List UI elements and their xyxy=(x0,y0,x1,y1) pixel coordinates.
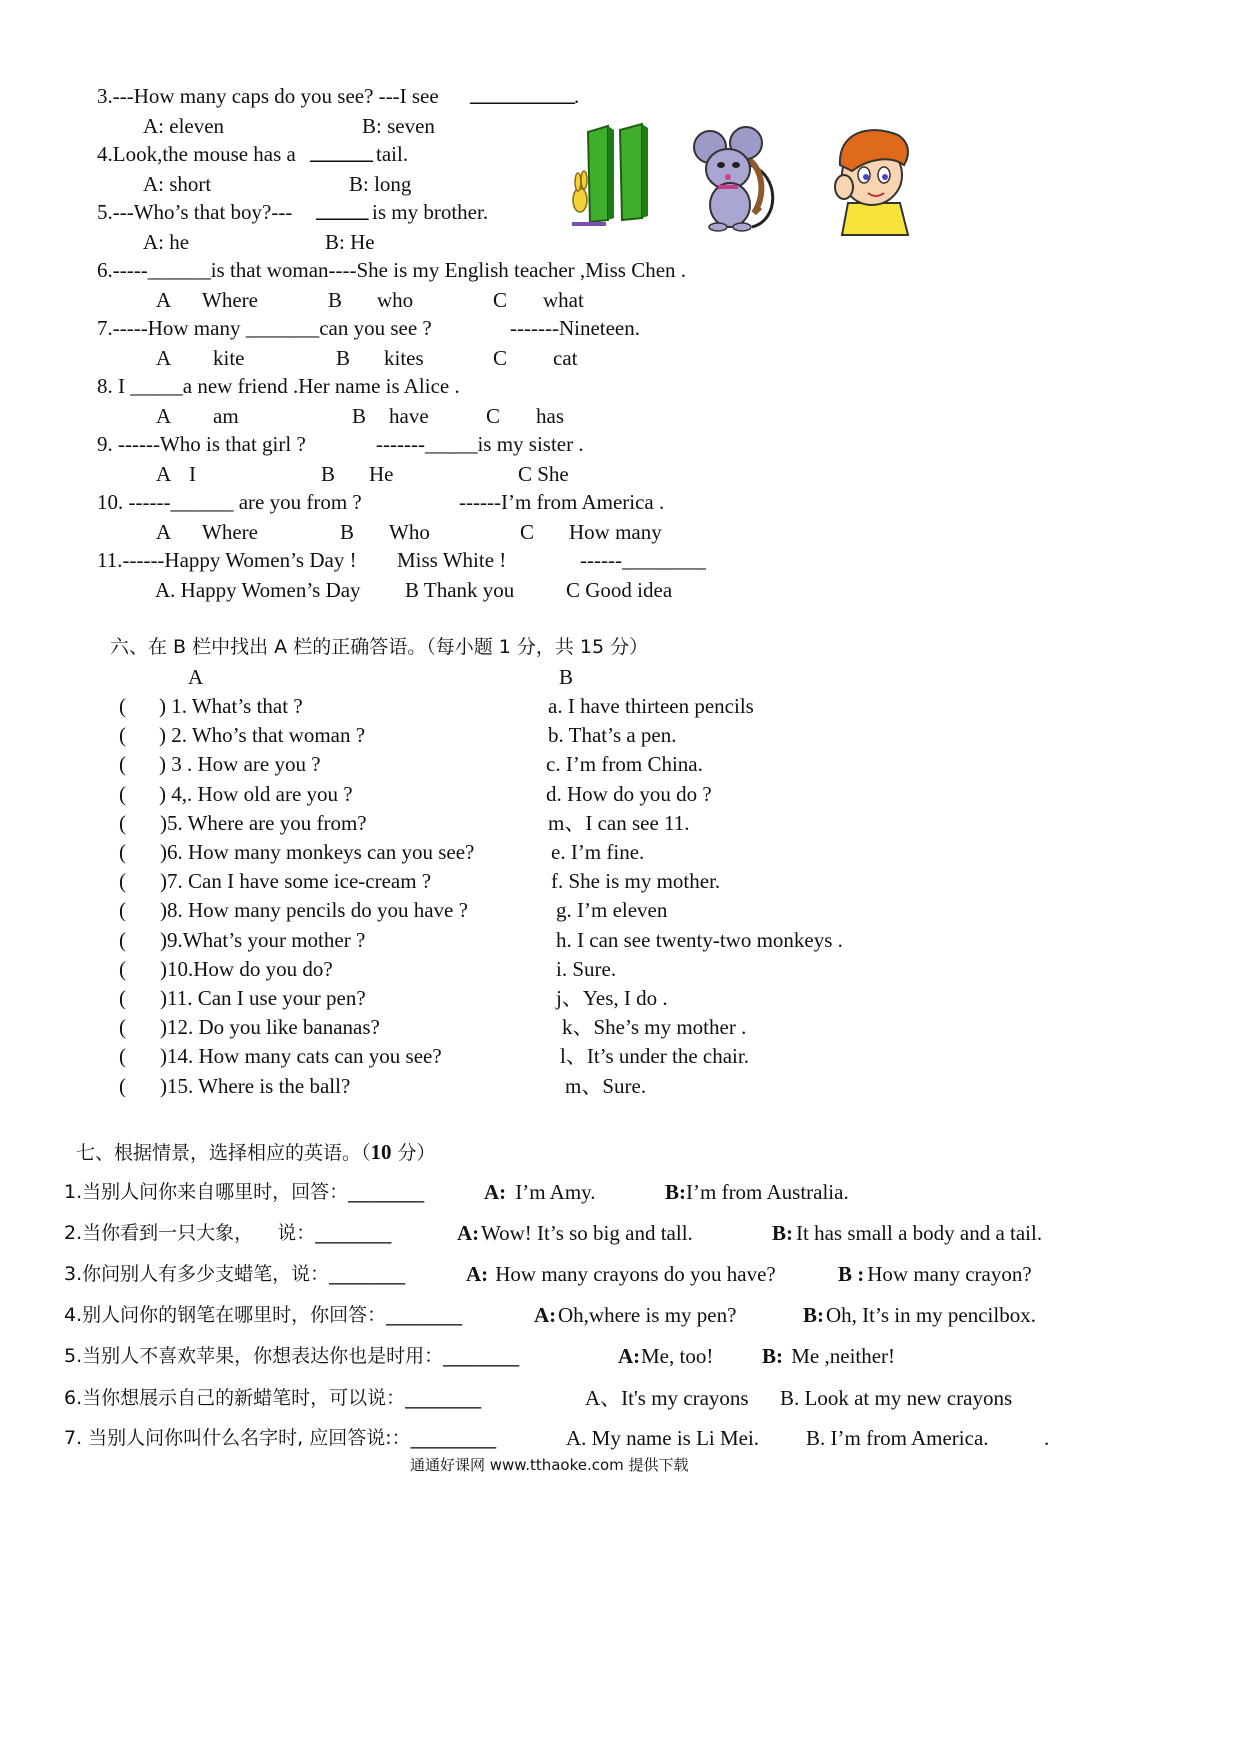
option-b-text: How many crayon? xyxy=(862,1262,1032,1286)
q6-letter-c: C xyxy=(493,288,508,312)
q9-option-b: He xyxy=(369,462,394,486)
q6-letter-a: A xyxy=(156,288,172,312)
answer-b-item: g. I’m eleven xyxy=(556,898,668,923)
answer-b-item: f. She is my mother. xyxy=(551,869,721,894)
q9-letter-a: A xyxy=(156,462,172,486)
option-a-text: I’m Amy. xyxy=(510,1180,596,1204)
answer-paren[interactable]: ( xyxy=(119,694,126,718)
q6-option-b: who xyxy=(377,288,414,312)
question-a-item: )15. Where is the ball? xyxy=(160,1073,351,1098)
section7-title-prefix: 七、根据情景，选择相应的英语。（ xyxy=(76,1142,371,1164)
q3-option-a: A: eleven xyxy=(143,114,225,138)
q9-answer: -------_____is my sister . xyxy=(376,432,584,456)
scenario-question: 5.当别人不喜欢苹果，你想表达你也是时用：________ xyxy=(64,1345,520,1367)
mouse-picture xyxy=(688,125,783,233)
question-a-item: ) 1. What’s that ? xyxy=(159,694,303,718)
option-b-label: B : xyxy=(838,1262,865,1286)
answer-b-item: d. How do you do ? xyxy=(546,781,712,806)
q5-blank: _____ xyxy=(316,198,369,222)
option-a-label: A: xyxy=(457,1221,480,1245)
q8-letter-a: A xyxy=(156,404,172,428)
question-a-item: )6. How many monkeys can you see? xyxy=(160,840,475,864)
q4-end: tail. xyxy=(376,142,409,166)
q11-answer: ------________ xyxy=(580,548,706,572)
number-eleven-picture xyxy=(570,120,660,230)
q7-option-c: cat xyxy=(553,346,578,370)
question-a-item: ) 2. Who’s that woman ? xyxy=(159,723,366,748)
q8-option-c: has xyxy=(536,404,564,428)
q9-option-c: C She xyxy=(518,462,569,486)
q10-letter-c: C xyxy=(520,520,535,544)
q8-letter-b: B xyxy=(352,404,367,428)
q4-blank: ______ xyxy=(310,140,373,164)
question-a-item: )12. Do you like bananas? xyxy=(160,1015,380,1040)
answer-paren[interactable]: ( xyxy=(119,1044,126,1069)
q7-answer: -------Nineteen. xyxy=(510,316,640,340)
option-b-text: Oh, It’s in my pencilbox. xyxy=(826,1303,1036,1327)
option-a-label: A: xyxy=(484,1180,507,1204)
question-a-item: )14. How many cats can you see? xyxy=(160,1044,442,1069)
answer-paren[interactable]: ( xyxy=(119,986,126,1010)
question-a-item: )10.How do you do? xyxy=(160,956,333,981)
section7-title-suffix: 分） xyxy=(391,1142,436,1164)
section6-col-a-heading: A xyxy=(188,665,204,689)
answer-b-item: h. I can see twenty-two monkeys . xyxy=(556,927,843,952)
option-a-label: A: xyxy=(466,1262,489,1286)
q5-option-a: A: he xyxy=(143,230,190,254)
q3-prompt: 3.---How many caps do you see? ---I see xyxy=(97,84,439,108)
q8-option-b: have xyxy=(389,404,429,428)
section6-title: 六、在 B 栏中找出 A 栏的正确答语。（每小题 1 分，共 15 分） xyxy=(110,636,649,658)
q6-prompt: 6.-----______is that woman----She is my English teacher ,Miss Chen . xyxy=(97,258,687,282)
answer-paren[interactable]: ( xyxy=(119,898,126,923)
option-b-text: Me ,neither! xyxy=(786,1344,896,1368)
q11-option-b: B Thank you xyxy=(405,578,515,602)
option-a-label: A: xyxy=(534,1303,557,1327)
answer-b-item: e. I’m fine. xyxy=(551,840,645,864)
question-a-item: ) 4,. How old are you ? xyxy=(159,781,353,806)
answer-b-item: b. That’s a pen. xyxy=(548,723,677,748)
answer-paren[interactable]: ( xyxy=(119,956,126,981)
answer-paren[interactable]: ( xyxy=(119,1015,126,1040)
q6-option-a: Where xyxy=(202,288,258,312)
q5-prompt: 5.---Who’s that boy?--- xyxy=(97,200,293,224)
scenario-question: 2.当你看到一只大象， 说：________ xyxy=(64,1222,392,1244)
question-a-item: ) 3 . How are you ? xyxy=(159,752,321,777)
answer-b-item: k、She’s my mother . xyxy=(562,1015,747,1040)
answer-paren[interactable]: ( xyxy=(119,781,126,806)
q7-prompt: 7.-----How many _______can you see ? xyxy=(97,316,432,340)
option-a-text: Wow! It’s so big and tall. xyxy=(481,1221,693,1245)
scenario-question: 7. 当别人问你叫什么名字时, 应回答说:：_________ xyxy=(64,1427,497,1449)
q6-option-c: what xyxy=(543,288,584,312)
q4-option-a: A: short xyxy=(143,172,212,196)
scenario-question: 4.别人问你的钢笔在哪里时，你回答：________ xyxy=(64,1304,463,1326)
q7-option-a: kite xyxy=(213,346,245,370)
q8-prompt: 8. I _____a new friend .Her name is Alice . xyxy=(97,374,460,398)
option-b-label: B: xyxy=(803,1303,824,1327)
answer-paren[interactable]: ( xyxy=(119,752,126,777)
q10-option-a: Where xyxy=(202,520,258,544)
option-b-label: B: xyxy=(772,1221,793,1245)
q11-mid: Miss White ! xyxy=(397,548,507,572)
answer-paren[interactable]: ( xyxy=(119,927,126,952)
question-a-item: )5. Where are you from? xyxy=(160,810,367,835)
q11-option-c: C Good idea xyxy=(566,578,673,602)
answer-paren[interactable]: ( xyxy=(119,810,126,835)
question-a-item: )7. Can I have some ice-cream ? xyxy=(160,869,432,894)
answer-paren[interactable]: ( xyxy=(119,723,126,748)
scenario-question: 6.当你想展示自己的新蜡笔时，可以说：________ xyxy=(64,1387,482,1409)
section6-col-b-heading: B xyxy=(559,665,574,689)
q10-answer: ------I’m from America . xyxy=(459,490,665,514)
answer-b-item: l、It’s under the chair. xyxy=(560,1044,749,1069)
q3-end: . xyxy=(574,84,580,108)
option-b-label: B: xyxy=(665,1180,686,1204)
answer-paren[interactable]: ( xyxy=(119,840,126,864)
q7-letter-b: B xyxy=(336,346,351,370)
q10-letter-a: A xyxy=(156,520,172,544)
q3-blank: __________ xyxy=(470,82,575,106)
q5-end: is my brother. xyxy=(372,200,489,224)
q11-option-a: A. Happy Women’s Day xyxy=(155,578,361,602)
q4-option-b: B: long xyxy=(349,172,412,196)
option-a-label: A: xyxy=(618,1344,641,1368)
q10-prompt: 10. ------______ are you from ? xyxy=(97,490,362,514)
section7-title-points: 10 xyxy=(370,1140,392,1164)
boy-picture xyxy=(828,125,918,237)
q6-letter-b: B xyxy=(328,288,343,312)
answer-b-item: c. I’m from China. xyxy=(546,752,703,777)
option-b-text: B. Look at my new crayons xyxy=(780,1386,1013,1410)
answer-paren[interactable]: ( xyxy=(119,869,126,894)
answer-b-item: i. Sure. xyxy=(556,956,617,981)
scenario-question: 3.你问别人有多少支蜡笔，说：________ xyxy=(64,1263,406,1285)
answer-paren[interactable]: ( xyxy=(119,1073,126,1098)
q8-letter-c: C xyxy=(486,404,501,428)
q11-prompt: 11.------Happy Women’s Day ! xyxy=(97,548,357,572)
q10-letter-b: B xyxy=(340,520,355,544)
q8-option-a: am xyxy=(213,404,239,428)
section7-title xyxy=(76,1142,436,1163)
option-a-text: Oh,where is my pen? xyxy=(558,1303,737,1327)
question-a-item: )11. Can I use your pen? xyxy=(160,986,366,1010)
q10-option-b: Who xyxy=(389,520,430,544)
option-b-text: B. I’m from America. xyxy=(806,1426,989,1450)
answer-b-item: m、I can see 11. xyxy=(548,810,690,835)
q9-prompt: 9. ------Who is that girl ? xyxy=(97,432,306,456)
q7-option-b: kites xyxy=(384,346,424,370)
answer-b-item: j、Yes, I do . xyxy=(556,986,668,1010)
q4-prompt: 4.Look,the mouse has a xyxy=(97,142,296,166)
option-a-text: A、It's my crayons xyxy=(585,1386,749,1410)
trailing-period: . xyxy=(1044,1426,1050,1450)
answer-b-item: m、Sure. xyxy=(565,1073,647,1098)
option-b-text: It has small a body and a tail. xyxy=(796,1221,1043,1245)
option-a-text: How many crayons do you have? xyxy=(490,1262,776,1286)
q9-letter-b: B xyxy=(321,462,336,486)
q9-option-a: I xyxy=(189,462,196,486)
q5-option-b: B: He xyxy=(325,230,375,254)
q7-letter-c: C xyxy=(493,346,508,370)
question-a-item: )9.What’s your mother ? xyxy=(160,927,366,952)
option-a-text: A. My name is Li Mei. xyxy=(566,1426,760,1450)
answer-b-item: a. I have thirteen pencils xyxy=(548,694,754,718)
q10-option-c: How many xyxy=(569,520,662,544)
footer-source: 通通好课网 www.tthaoke.com 提供下载 xyxy=(410,1456,689,1474)
question-a-item: )8. How many pencils do you have ? xyxy=(160,898,468,923)
q7-letter-a: A xyxy=(156,346,172,370)
scenario-question: 1.当别人问你来自哪里时，回答：________ xyxy=(64,1181,425,1203)
option-a-text: Me, too! xyxy=(641,1344,714,1368)
option-b-label: B: xyxy=(762,1344,783,1368)
option-b-text: I’m from Australia. xyxy=(686,1180,849,1204)
q3-option-b: B: seven xyxy=(362,114,435,138)
